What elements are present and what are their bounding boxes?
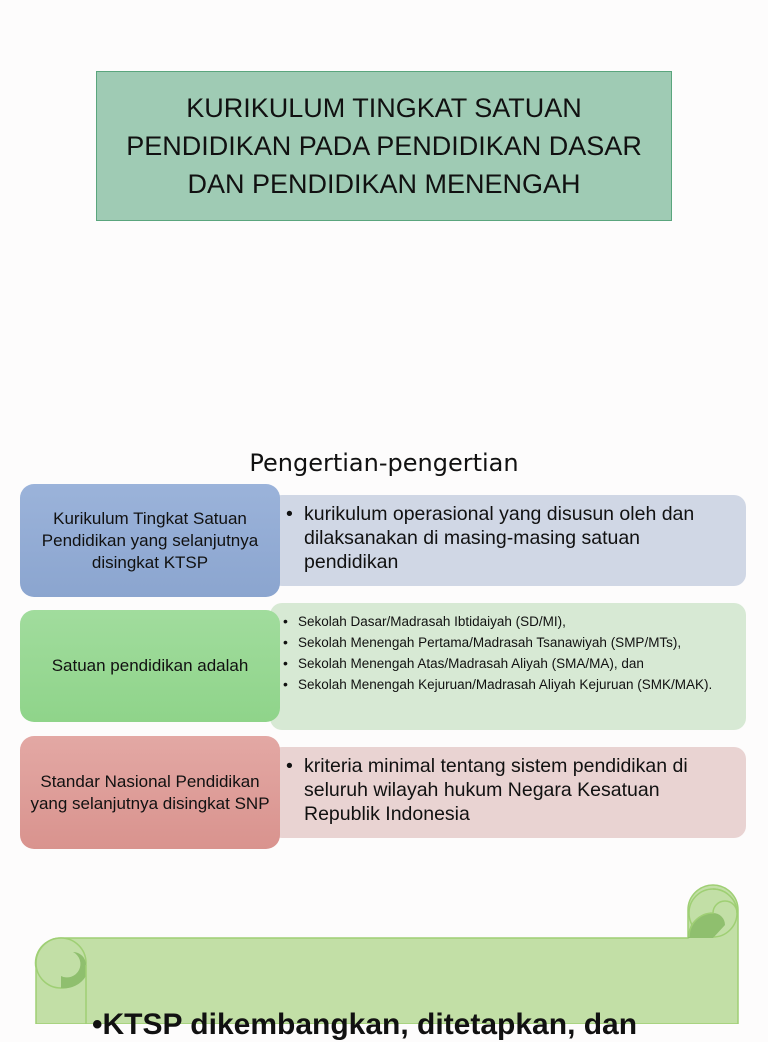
scroll-text: •KTSP dikembangkan, ditetapkan, dan — [92, 1008, 638, 1041]
scroll-banner — [0, 880, 768, 1024]
row-1-description — [270, 495, 746, 586]
row-2-item: • Sekolah Menengah Atas/Madrasah Aliyah (SMA/MA), dan — [298, 655, 732, 673]
row-2-item: • Sekolah Menengah Kejuruan/Madrasah Aliyah Kejuruan (SMK/MAK). — [298, 676, 732, 694]
slide-title-box — [96, 71, 672, 221]
row-1-term — [20, 484, 280, 597]
row-2-item: • Sekolah Dasar/Madrasah Ibtidaiyah (SD/MI), — [298, 613, 732, 631]
row-3-term-label: Standar Nasional Pendidikan yang selanjutnya disingkat SNP — [30, 771, 270, 813]
row-3-description — [270, 747, 746, 838]
row-2-description — [270, 603, 746, 730]
slide-title: KURIKULUM TINGKAT SATUAN PENDIDIKAN PADA PENDIDIKAN DASAR DAN PENDIDIKAN MENENGAH — [126, 93, 642, 199]
row-3-item: • kriteria minimal tentang sistem pendidikan di seluruh wilayah hukum Negara Kesatuan Republik Indonesia — [304, 754, 732, 826]
row-1-term-label: Kurikulum Tingkat Satuan Pendidikan yang selanjutnya disingkat KTSP — [41, 508, 259, 572]
section-heading: Pengertian-pengertian — [249, 449, 519, 477]
row-1-item: • kurikulum operasional yang disusun oleh dan dilaksanakan di masing-masing satuan pendidikan — [304, 502, 732, 574]
row-3-term — [20, 736, 280, 849]
row-2-item: • Sekolah Menengah Pertama/Madrasah Tsanawiyah (SMP/MTs), — [298, 634, 732, 652]
row-2-term-label: Satuan pendidikan adalah — [51, 656, 249, 675]
row-2-term — [20, 610, 280, 722]
